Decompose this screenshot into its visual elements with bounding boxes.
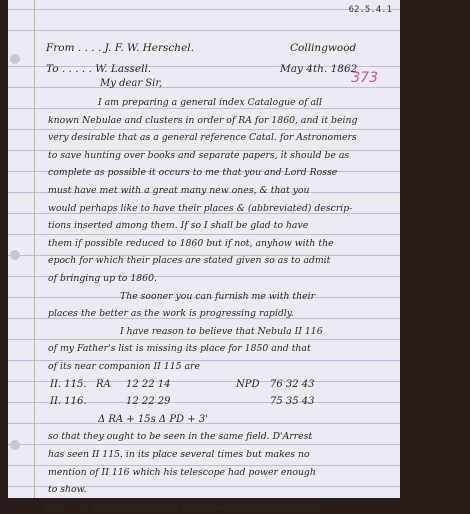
body-line: to show.	[48, 484, 87, 496]
body-line: must have met with a great many new ones, & that you	[48, 185, 310, 196]
body-line: very desirable that as a general reference Catal. for Astronomers	[48, 132, 357, 144]
binder-hole	[10, 54, 20, 64]
page-number: 131.	[44, 501, 66, 513]
body-line: I have reason to believe that Nebula II 116	[120, 325, 323, 337]
ra-label: RA	[96, 378, 111, 390]
body-line: has seen II 115. in its place several times but makes no	[48, 449, 310, 460]
ra-value: 12 22 14	[126, 378, 171, 390]
ra-value: 12 22 29	[126, 396, 171, 408]
body-line: of its near companion II 115 are	[48, 361, 200, 372]
body-line: mention of II 116 which his telescope had power enough	[48, 466, 316, 478]
body-line: I am preparing a general index Catalogue of all	[98, 97, 322, 108]
body-line: tions inserted among them. If so I shall be glad to have	[48, 220, 309, 232]
letter-page	[8, 0, 400, 513]
body-line: to save hunting over books and separate papers, it should be as	[48, 149, 350, 161]
body-line: places the better as the work is progressing rapidly.	[48, 308, 294, 320]
delta-values: Δ RA + 15s Δ PD + 3'	[98, 413, 208, 425]
body-line: of bringing up to 1860.	[48, 273, 157, 284]
folio-number: 373	[351, 70, 378, 86]
body-line: of my Father's list is missing its place for 1850 and that	[48, 343, 311, 355]
body-line: so that they ought to be seen in the same field. D'Arrest	[48, 431, 313, 443]
body-line: epoch for which their places are stated given so as to admit	[48, 255, 331, 267]
body-line: would perhaps like to have their places & (abbreviated) descrip-	[48, 202, 353, 214]
salutation: My dear Sir,	[100, 78, 163, 89]
binder-hole	[10, 250, 20, 260]
archive-reference: 62.5.4.1	[348, 5, 392, 15]
nebula-id: II. 115.	[50, 378, 87, 390]
to-line: To . . . . . W. Lassell.	[46, 63, 152, 75]
body-line: them if possible reduced to 1860 but if not, anyhow with the	[48, 237, 334, 249]
npd-value: 76 32 43	[270, 378, 315, 390]
margin-rule	[34, 0, 35, 498]
date: May 4th. 1862	[280, 63, 358, 75]
binder-hole	[10, 440, 20, 450]
from-line: From . . . . J. F. W. Herschel.	[46, 42, 194, 54]
body-line: The sooner you can furnish me with their	[120, 290, 316, 302]
npd-value: 75 35 43	[270, 396, 315, 408]
nebula-id: II. 116.	[50, 396, 87, 408]
body-line: complete as possible it occurs to me that you and Lord Rosse	[48, 167, 338, 179]
place: Collingwood	[290, 42, 357, 54]
npd-label: NPD	[236, 378, 260, 390]
body-line: It will not be too late in the season for you to have	[80, 501, 318, 513]
body-line: known Nebulae and clusters in order of RA for 1860, and it being	[48, 114, 358, 126]
